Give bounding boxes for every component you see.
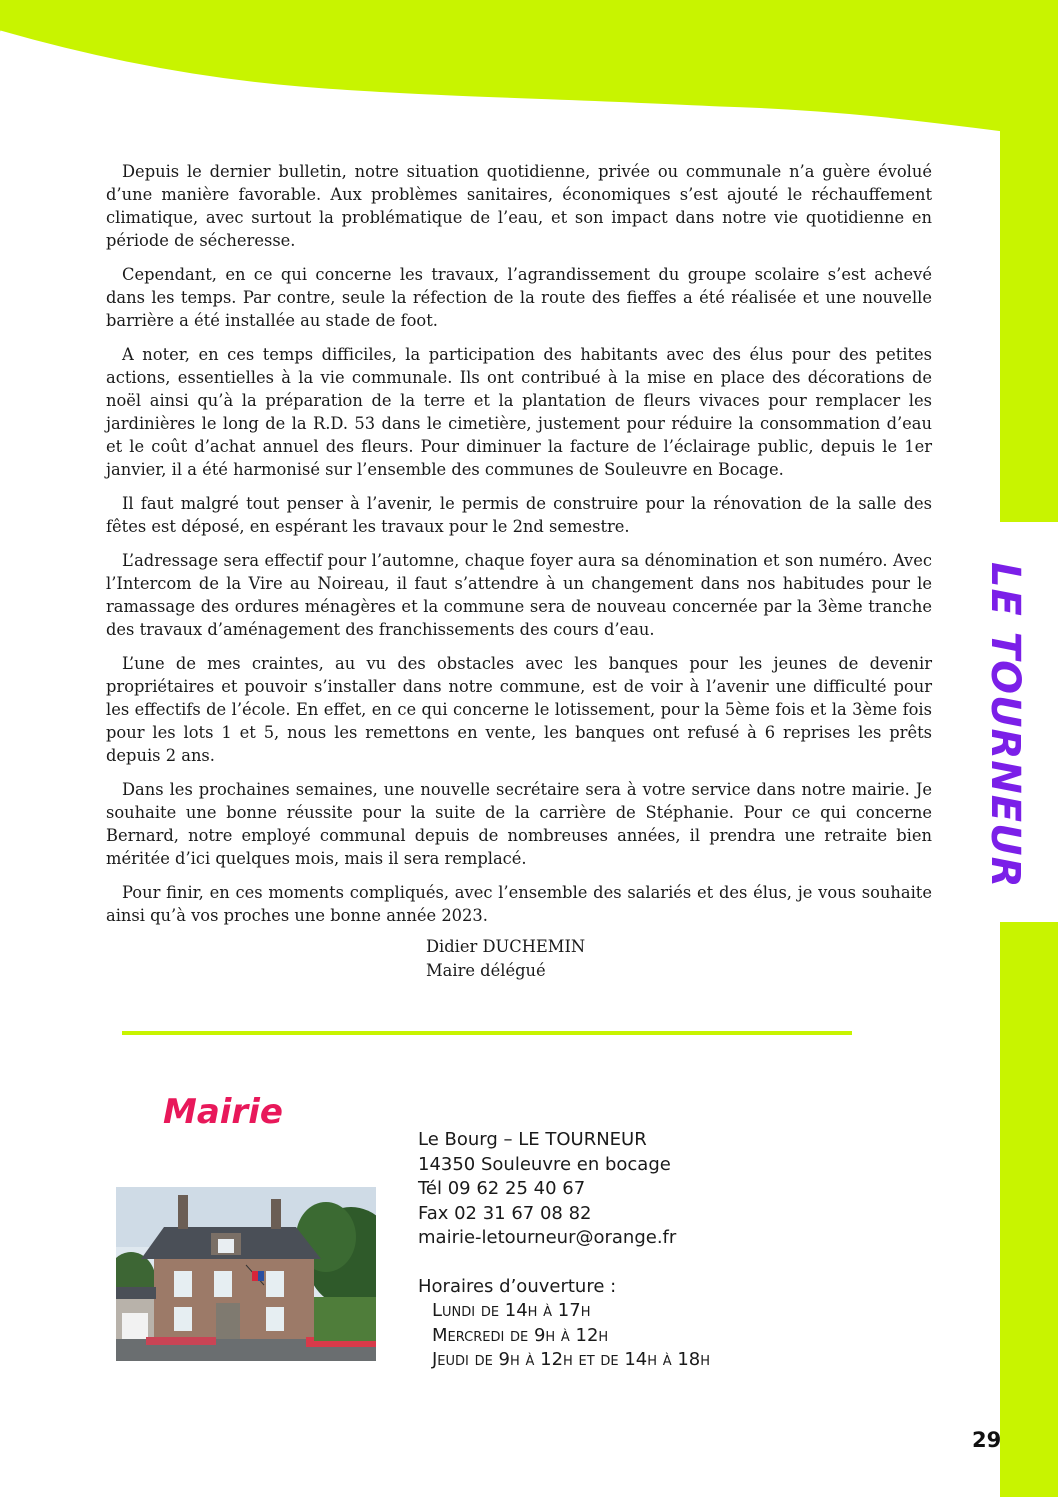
town-hall-photo <box>116 1187 376 1361</box>
section-divider <box>122 1031 852 1035</box>
letter-paragraph: L’adressage sera effectif pour l’automne, chaque foyer aura sa dénomination et son numéro. Avec l’Intercom de la Vire au Noireau, il faut s’attendre à un changement dans nos habitudes pour le ramassage des ordures ménagères et la commune sera de nouveau concernée par la 3ème tranche des travaux d’aménagement des franchissements des cours d’eau. <box>106 551 932 639</box>
signature-role: Maire délégué <box>426 961 546 980</box>
signature-name: Didier DUCHEMIN <box>426 937 586 956</box>
letter-paragraph: Depuis le dernier bulletin, notre situation quotidienne, privée ou communale n’a guère évolué d’une manière favorable. Aux problèmes sanitaires, économiques s’est ajouté le réchauffement climatique, avec surtout la problématique de l’eau, et son impact dans notre vie quotidienne en période de sécheresse. <box>106 162 932 250</box>
letter-paragraph: Pour finir, en ces moments compliqués, avec l’ensemble des salariés et des élus, je vous souhaite ainsi qu’à vos proches une bonne année 2023. <box>106 883 932 925</box>
opening-hours-item: Jeudi de 9h à 12h et de 14h à 18h <box>432 1349 711 1370</box>
header-wave-decoration <box>0 0 1058 140</box>
page-number: 29 <box>972 1428 1002 1452</box>
phone-number: Tél 09 62 25 40 67 <box>418 1178 586 1199</box>
fax-number: Fax 02 31 67 08 82 <box>418 1202 592 1224</box>
opening-hours-list <box>418 1299 710 1373</box>
sidebar-accent-top <box>1000 0 1058 522</box>
sidebar-accent-bottom <box>1000 922 1058 1497</box>
letter-paragraph: Il faut malgré tout penser à l’avenir, le permis de construire pour la rénovation de la salle des fêtes est déposé, en espérant les travaux pour le 2nd semestre. <box>106 494 932 536</box>
mairie-contact <box>418 1128 710 1373</box>
address-line-2: 14350 Souleuvre en bocage <box>418 1153 671 1175</box>
address-line-1: Le Bourg – LE TOURNEUR <box>418 1129 647 1150</box>
letter-paragraph: Dans les prochaines semaines, une nouvelle secrétaire sera à votre service dans notre mairie. Je souhaite une bonne réussite pour la suite de la carrière de Stéphanie. Pour ce qui concerne Bernard, notre employé communal depuis de nombreuses années, il prendra une retraite bien méritée d’ici quelques mois, mais il sera remplacé. <box>106 780 932 868</box>
opening-hours-item: Lundi de 14h à 17h <box>432 1300 591 1321</box>
signature <box>426 935 585 983</box>
mairie-heading: Mairie <box>163 1092 283 1132</box>
opening-hours-title: Horaires d’ouverture : <box>418 1275 617 1297</box>
letter-paragraph: Cependant, en ce qui concerne les travaux, l’agrandissement du groupe scolaire s’est achevé dans les temps. Par contre, seule la réfection de la route des fieffes a été réalisée et une nouvelle barrière a été installée au stade de foot. <box>106 265 932 330</box>
email-address: mairie-letourneur@orange.fr <box>418 1227 677 1248</box>
mayor-letter <box>106 160 932 938</box>
sidebar-title: LE TOURNEUR <box>982 561 1028 889</box>
opening-hours-item: Mercredi de 9h à 12h <box>432 1324 609 1346</box>
letter-paragraph: L’une de mes craintes, au vu des obstacles avec les banques pour les jeunes de devenir propriétaires et pouvoir s’installer dans notre commune, est de voir à l’avenir une difficulté pour les effectifs de l’école. En effet, en ce qui concerne le lotissement, pour la 5ème fois et la 3ème fois pour les lots 1 et 5, nous les remettons en vente, les banques ont refusé à 6 reprises les prêts depuis 2 ans. <box>106 654 932 765</box>
letter-paragraph: A noter, en ces temps difficiles, la participation des habitants avec des élus pour des petites actions, essentielles à la vie communale. Ils ont contribué à la mise en place des décorations de noël ainsi qu’à la préparation de la terre et la plantation de fleurs vivaces pour remplacer les jardinières le long de la R.D. 53 dans le cimetière, justement pour réduire la consommation d’eau et le coût d’achat annuel des fleurs. Pour diminuer la facture de l’éclairage public, depuis le 1er janvier, il a été harmonisé sur l’ensemble des communes de Souleuvre en Bocage. <box>106 345 932 479</box>
